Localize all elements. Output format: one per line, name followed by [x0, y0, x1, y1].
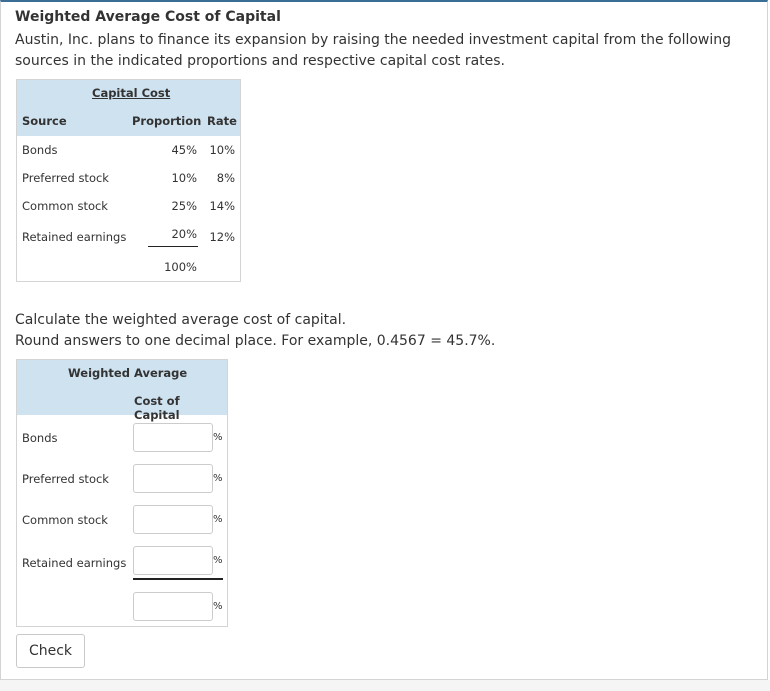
row-proportion-preferred-stock: 10%	[171, 171, 197, 185]
wacc-answer-table	[16, 359, 228, 627]
rate-column-header: Rate	[207, 114, 237, 128]
row-proportion-bonds: 45%	[171, 143, 197, 157]
proportion-total: 100%	[164, 260, 197, 274]
preferred-stock-percent-sign: %	[213, 473, 223, 484]
row-source-bonds: Bonds	[22, 143, 58, 157]
total-percent-sign: %	[213, 601, 223, 612]
row-rate-retained-earnings: 12%	[209, 230, 235, 244]
wacc-table-header	[17, 360, 227, 422]
row-rate-common-stock: 14%	[209, 199, 235, 213]
row-proportion-retained-earnings: 20%	[171, 227, 197, 241]
answer-label-common-stock: Common stock	[22, 513, 108, 527]
answer-label-preferred-stock: Preferred stock	[22, 472, 109, 486]
footer-strip	[0, 680, 770, 691]
capital-table-header	[17, 80, 240, 136]
instruction-line-2: Round answers to one decimal place. For example, 0.4567 = 45.7%.	[15, 333, 496, 349]
answer-label-bonds: Bonds	[22, 431, 58, 445]
page-title: Weighted Average Cost of Capital	[15, 9, 281, 25]
wacc-total-underline	[133, 578, 223, 580]
retained-earnings-percent-sign: %	[213, 555, 223, 566]
instructions	[15, 310, 495, 352]
row-source-preferred-stock: Preferred stock	[22, 171, 109, 185]
wacc-header-line-1: Weighted Average	[68, 366, 188, 380]
check-button[interactable]: Check	[16, 634, 85, 668]
row-source-common-stock: Common stock	[22, 199, 108, 213]
row-source-retained-earnings: Retained earnings	[22, 230, 127, 244]
bonds-wacc-input[interactable]	[133, 423, 213, 452]
capital-cost-table	[16, 79, 241, 282]
total-underline	[148, 246, 198, 247]
retained-earnings-wacc-input[interactable]	[133, 546, 213, 575]
proportion-column-header: Proportion	[132, 114, 202, 128]
row-proportion-common-stock: 25%	[171, 199, 197, 213]
common-stock-wacc-input[interactable]	[133, 505, 213, 534]
total-wacc-input[interactable]	[133, 592, 213, 621]
answer-label-retained-earnings: Retained earnings	[22, 556, 127, 570]
source-column-header: Source	[22, 114, 67, 128]
capital-cost-header: Capital Cost	[92, 86, 171, 100]
problem-intro: Austin, Inc. plans to finance its expansion by raising the needed investment capital from the following sources in the indicated proportions and respective capital cost rates.	[15, 32, 732, 69]
row-rate-preferred-stock: 8%	[216, 171, 235, 185]
wacc-header-line-2: Cost of Capital	[134, 394, 180, 422]
instruction-line-1: Calculate the weighted average cost of capital.	[15, 312, 347, 328]
row-rate-bonds: 10%	[209, 143, 235, 157]
common-stock-percent-sign: %	[213, 514, 223, 525]
preferred-stock-wacc-input[interactable]	[133, 464, 213, 493]
bonds-percent-sign: %	[213, 432, 223, 443]
